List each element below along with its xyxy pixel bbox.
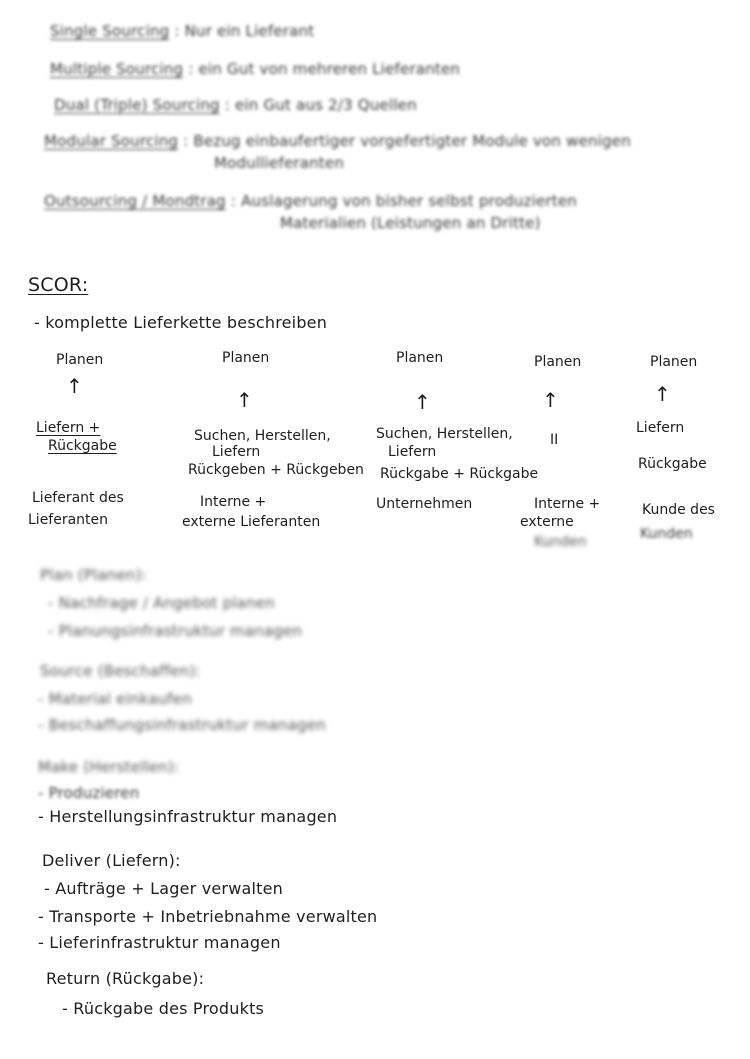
section-title-make: Make (Herstellen): <box>38 758 180 776</box>
sourcing-term: Multiple Sourcing <box>50 60 184 78</box>
sourcing-row-multiple: Multiple Sourcing : ein Gut von mehreren Lieferanten <box>50 60 461 78</box>
plan-label: Planen <box>396 350 444 366</box>
section-title-plan: Plan (Planen): <box>40 566 147 584</box>
col3-party1: Unternehmen <box>376 496 473 512</box>
plan-label: Planen <box>650 354 698 370</box>
col4-line1: II <box>550 432 559 448</box>
up-arrow-icon: ↑ <box>414 390 431 414</box>
col2-line3: Rückgeben + Rückgeben <box>188 462 364 478</box>
col2-party2: externe Lieferanten <box>182 514 321 530</box>
col3-line3: Rückgabe + Rückgabe <box>380 466 539 482</box>
sourcing-desc: ein Gut aus 2/3 Quellen <box>234 96 417 114</box>
section-item: - Material einkaufen <box>38 690 192 708</box>
col5-line1: Liefern <box>636 420 685 436</box>
sourcing-row-outsourcing: Outsourcing / Mondtrag : Auslagerung von bisher selbst produzierten <box>44 192 577 210</box>
col2-line2: Liefern <box>212 444 261 460</box>
plan-label: Planen <box>56 352 104 368</box>
col2-line1: Suchen, Herstellen, <box>194 428 331 444</box>
up-arrow-icon: ↑ <box>654 382 671 406</box>
section-title-source: Source (Beschaffen): <box>40 662 201 680</box>
up-arrow-icon: ↑ <box>542 388 559 412</box>
sourcing-row-modular: Modular Sourcing : Bezug einbaufertiger vorgefertigter Module von wenigen <box>44 132 631 150</box>
sourcing-desc-cont: Materialien (Leistungen an Dritte) <box>280 214 541 232</box>
sourcing-row-outsourcing-cont <box>280 214 541 232</box>
col2-party1: Interne + <box>200 494 267 510</box>
section-item: - Transporte + Inbetriebnahme verwalten <box>38 907 378 926</box>
sourcing-term: Single Sourcing <box>50 22 170 40</box>
section-item: - Produzieren <box>38 784 140 802</box>
sourcing-desc: Auslagerung von bisher selbst produzierten <box>241 192 577 210</box>
col4-party2: externe <box>520 514 574 530</box>
col5-party1: Kunde des <box>642 502 715 518</box>
col1-party1: Lieferant des <box>32 490 124 506</box>
sourcing-desc: Nur ein Lieferant <box>184 22 315 40</box>
col5-party2: Kunden <box>640 526 693 542</box>
sourcing-term: Modular Sourcing <box>44 132 179 150</box>
plan-label: Planen <box>222 350 270 366</box>
sourcing-row-single: Single Sourcing : Nur ein Lieferant <box>50 22 315 40</box>
scor-heading: SCOR: <box>28 274 89 296</box>
col4-party3: Kunden <box>534 534 587 550</box>
section-title-return: Return (Rückgabe): <box>46 969 205 988</box>
section-title-deliver: Deliver (Liefern): <box>42 851 181 870</box>
col4-party1: Interne + <box>534 496 601 512</box>
sourcing-row-dual: Dual (Triple) Sourcing : ein Gut aus 2/3 Quellen <box>54 96 417 114</box>
col3-line2: Liefern <box>388 444 437 460</box>
sourcing-desc: ein Gut von mehreren Lieferanten <box>198 60 461 78</box>
scor-subtitle: - komplette Lieferkette beschreiben <box>34 313 328 332</box>
sourcing-term: Outsourcing / Mondtrag <box>44 192 226 210</box>
col1-party2: Lieferanten <box>28 512 109 528</box>
sourcing-desc-cont: Modullieferanten <box>214 154 345 172</box>
up-arrow-icon: ↑ <box>66 374 83 398</box>
plan-label: Planen <box>534 354 582 370</box>
sourcing-row-modular-cont <box>214 154 344 172</box>
section-item: - Beschaffungsinfrastruktur managen <box>38 716 326 734</box>
sourcing-term: Dual (Triple) Sourcing <box>54 96 220 114</box>
col1-line1: Liefern + <box>36 420 101 436</box>
section-item: - Rückgabe des Produkts <box>62 999 265 1018</box>
section-item: - Lieferinfrastruktur managen <box>38 933 281 952</box>
section-item: - Herstellungsinfrastruktur managen <box>38 807 338 826</box>
section-item: - Nachfrage / Angebot planen <box>48 594 275 612</box>
section-item: - Planungsinfrastruktur managen <box>48 622 303 640</box>
col3-line1: Suchen, Herstellen, <box>376 426 513 442</box>
up-arrow-icon: ↑ <box>236 388 253 412</box>
col1-line2: Rückgabe <box>48 438 117 454</box>
col5-line2: Rückgabe <box>638 456 707 472</box>
section-item: - Aufträge + Lager verwalten <box>44 879 283 898</box>
sourcing-desc: Bezug einbaufertiger vorgefertigter Module von wenigen <box>193 132 631 150</box>
